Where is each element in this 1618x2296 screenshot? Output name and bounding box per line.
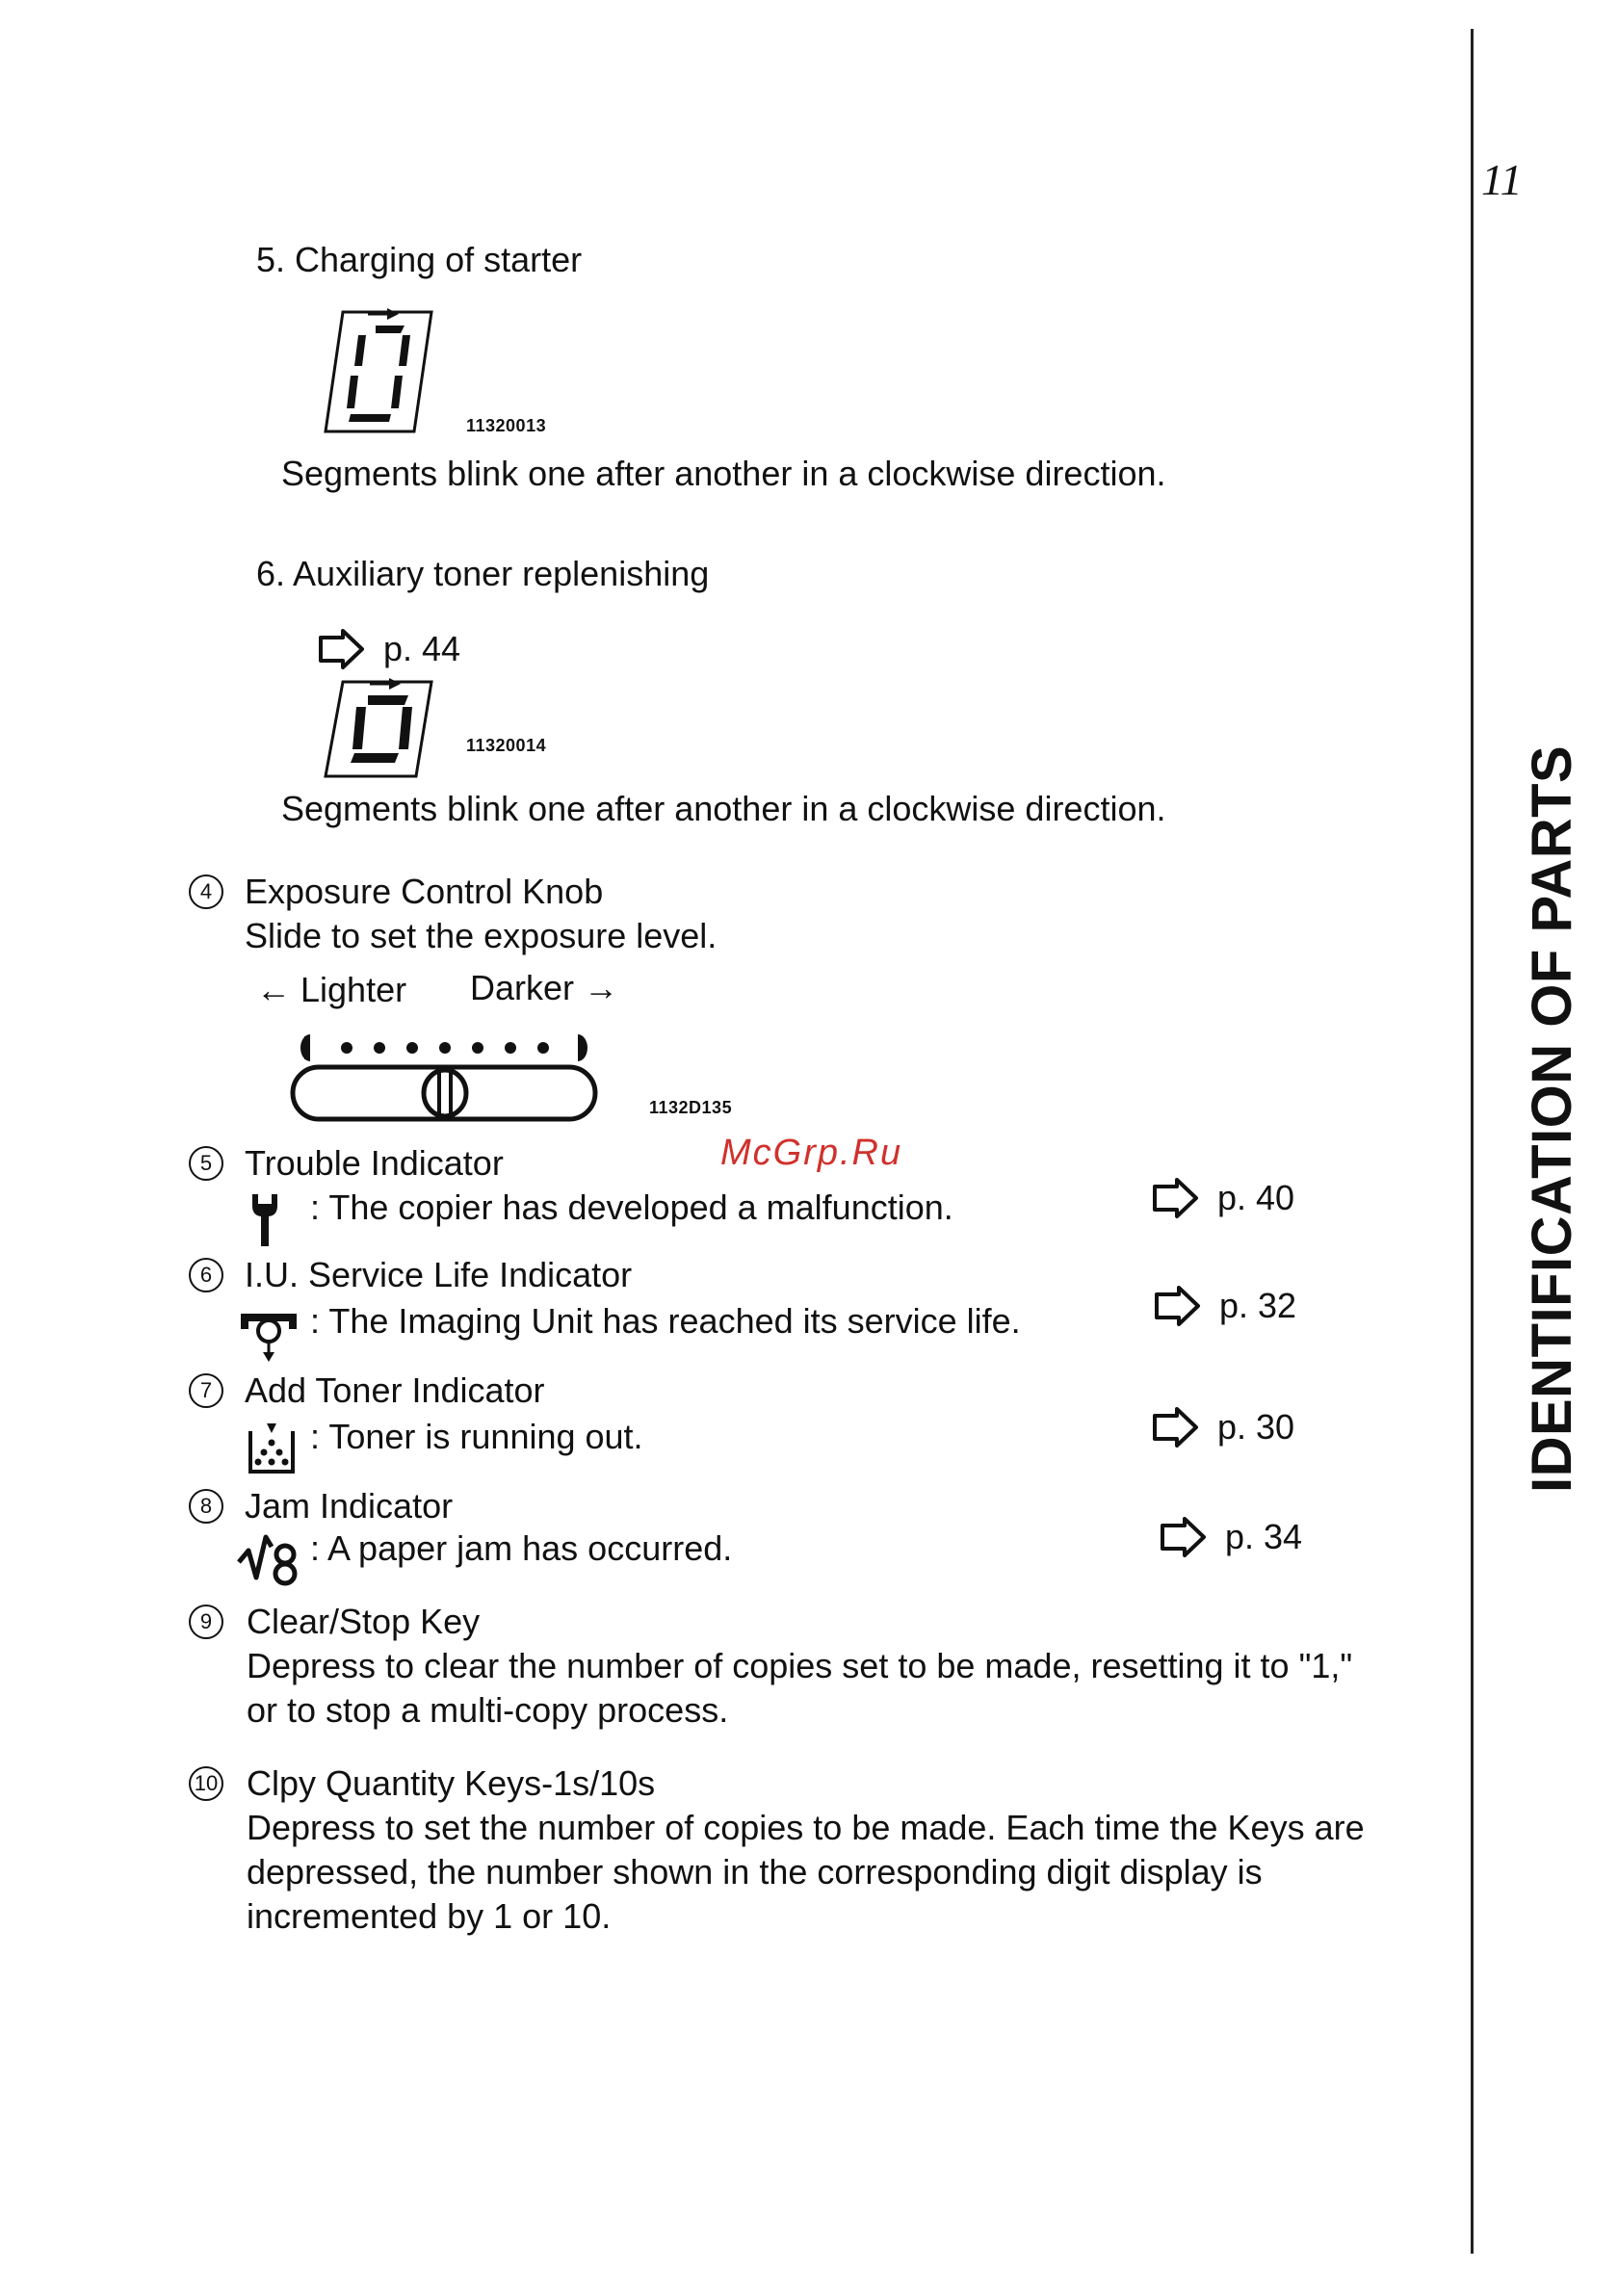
figure-code: 11320013 xyxy=(466,416,547,435)
item-number: 5 xyxy=(189,1146,223,1181)
item9-description-line: Depress to clear the number of copies set to be made, resetting it to "1," xyxy=(247,1646,1353,1685)
item9-title: Clear/Stop Key xyxy=(247,1602,481,1641)
pointing-arrow-icon xyxy=(1160,1516,1208,1558)
item7-title: Add Toner Indicator xyxy=(245,1370,545,1410)
item-number: 10 xyxy=(189,1766,223,1801)
step5-title: 5. Charging of starter xyxy=(256,240,583,279)
figure-code: 11320014 xyxy=(466,736,547,755)
item-number: 6 xyxy=(189,1258,223,1292)
pointing-arrow-icon xyxy=(1152,1177,1200,1219)
item8-page-reference xyxy=(1160,1516,1302,1558)
item6-description: : The Imaging Unit has reached its service life. xyxy=(310,1301,1021,1341)
darker-label: Darker → xyxy=(470,968,619,1007)
item7-description: : Toner is running out. xyxy=(310,1417,643,1456)
item-number: 8 xyxy=(189,1489,223,1524)
lighter-label: ← Lighter xyxy=(256,970,407,1009)
item8-description: : A paper jam has occurred. xyxy=(310,1528,733,1568)
item-number: 9 xyxy=(189,1605,223,1639)
step6-page-reference xyxy=(318,628,460,670)
item5-page-reference xyxy=(1152,1177,1294,1219)
item10-title: Clpy Quantity Keys-1s/10s xyxy=(247,1763,656,1803)
section-title: IDENTIFICATION OF PARTS xyxy=(1521,744,1583,1493)
item10-description-line: Depress to set the number of copies to be made. Each time the Keys are xyxy=(247,1808,1365,1847)
item9-description-line: or to stop a multi-copy process. xyxy=(247,1690,729,1730)
page-reference: p. 30 xyxy=(1217,1407,1295,1447)
figure-code: 1132D135 xyxy=(649,1098,733,1117)
watermark: McGrp.Ru xyxy=(720,1133,903,1173)
item-number: 4 xyxy=(189,874,223,909)
pointing-arrow-icon xyxy=(318,628,366,670)
item7-page-reference xyxy=(1152,1406,1294,1448)
imaging-unit-icon xyxy=(237,1308,300,1366)
page-reference: p. 32 xyxy=(1219,1286,1297,1325)
item10-description-line: depressed, the number shown in the corresponding digit display is xyxy=(247,1852,1263,1892)
jam-icon xyxy=(235,1529,302,1589)
step5-description: Segments blink one after another in a clockwise direction. xyxy=(281,454,1166,493)
wrench-icon xyxy=(248,1188,281,1250)
step6-title: 6. Auxiliary toner replenishing xyxy=(256,554,710,593)
item5-title: Trouble Indicator xyxy=(245,1143,504,1183)
item4-title: Exposure Control Knob xyxy=(245,872,604,911)
page-reference: p. 34 xyxy=(1225,1517,1303,1556)
item-number: 7 xyxy=(189,1373,223,1408)
pointing-arrow-icon xyxy=(1154,1285,1202,1327)
page-reference: p. 40 xyxy=(1217,1178,1295,1217)
exposure-control-knob-figure xyxy=(289,1027,607,1133)
step6-description: Segments blink one after another in a clockwise direction. xyxy=(281,789,1166,828)
item6-page-reference xyxy=(1154,1285,1296,1327)
item10-description-line: incremented by 1 or 10. xyxy=(247,1896,612,1936)
page-number: 11 xyxy=(1481,155,1523,204)
segment-display-charging-figure xyxy=(322,306,437,436)
page-reference: p. 44 xyxy=(383,629,461,668)
segment-display-toner-figure xyxy=(322,674,437,780)
item4-description: Slide to set the exposure level. xyxy=(245,916,718,955)
page-side-rule xyxy=(1471,29,1474,2254)
toner-icon xyxy=(245,1420,299,1477)
item8-title: Jam Indicator xyxy=(245,1486,454,1526)
item5-description: : The copier has developed a malfunction. xyxy=(310,1187,953,1227)
item6-title: I.U. Service Life Indicator xyxy=(245,1255,633,1294)
pointing-arrow-icon xyxy=(1152,1406,1200,1448)
